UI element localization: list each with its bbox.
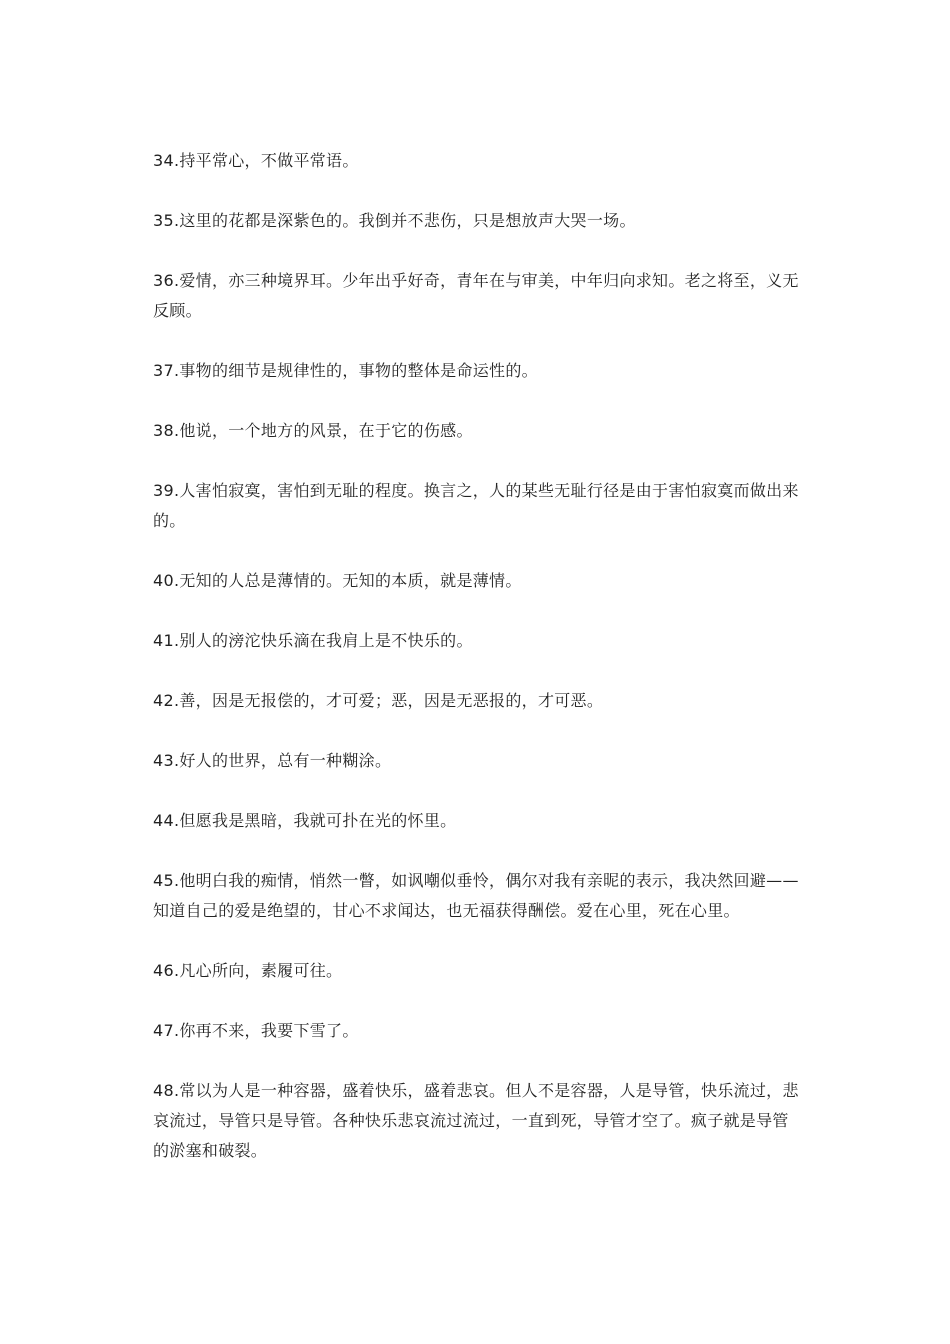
quote-paragraph-40: 40.无知的人总是薄情的。无知的本质，就是薄情。 [153, 571, 522, 590]
quote-paragraph-45: 45.他明白我的痴情，悄然一瞥，如讽嘲似垂怜，偶尔对我有亲昵的表示，我决然回避——知道自己的爱是绝望的，甘心不求闻达，也无福获得酬偿。爱在心里，死在心里。 [153, 871, 799, 920]
quote-paragraph-36: 36.爱情，亦三种境界耳。少年出乎好奇，青年在与审美，中年归向求知。老之将至，义无反顾。 [153, 271, 799, 320]
quote-paragraph-35: 35.这里的花都是深紫色的。我倒并不悲伤，只是想放声大哭一场。 [153, 211, 636, 230]
quote-paragraph-39: 39.人害怕寂寞，害怕到无耻的程度。换言之，人的某些无耻行径是由于害怕寂寞而做出来的。 [153, 481, 799, 530]
quote-paragraph-41: 41.别人的滂沱快乐滴在我肩上是不快乐的。 [153, 631, 473, 650]
quote-paragraph-48: 48.常以为人是一种容器，盛着快乐，盛着悲哀。但人不是容器，人是导管，快乐流过，悲哀流过，导管只是导管。各种快乐悲哀流过流过，一直到死，导管才空了。疯子就是导管的淤塞和破裂。 [153, 1081, 799, 1160]
quote-paragraph-47: 47.你再不来，我要下雪了。 [153, 1021, 359, 1040]
quote-paragraph-34: 34.持平常心，不做平常语。 [153, 151, 359, 170]
quote-paragraph-43: 43.好人的世界，总有一种糊涂。 [153, 751, 392, 770]
quote-paragraph-44: 44.但愿我是黑暗，我就可扑在光的怀里。 [153, 811, 457, 830]
quote-paragraph-46: 46.凡心所向，素履可往。 [153, 961, 343, 980]
quote-paragraph-38: 38.他说，一个地方的风景，在于它的伤感。 [153, 421, 473, 440]
quote-paragraph-37: 37.事物的细节是规律性的，事物的整体是命运性的。 [153, 361, 538, 380]
document-body [153, 146, 801, 1196]
quote-paragraph-42: 42.善，因是无报偿的，才可爱；恶，因是无恶报的，才可恶。 [153, 691, 604, 710]
